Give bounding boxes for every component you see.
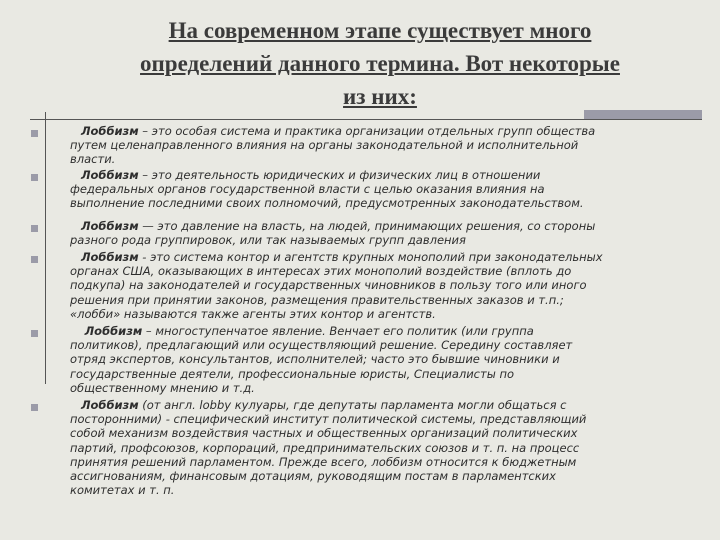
item-line: общественному мнению и т.д. <box>70 380 255 395</box>
item-text: — это давление на власть, на людей, принимающих решения, со стороны <box>138 219 596 233</box>
item-line: отряд экспертов, консультантов, исполнителей; часто это бывшие чиновники и <box>70 352 560 367</box>
item-line: принятия решений парламентом. Прежде всего, лоббизм относится к бюджетным <box>70 454 577 469</box>
item-text: – это деятельность юридических и физических лиц в отношении <box>138 168 541 182</box>
item-term: Лоббизм <box>80 250 139 264</box>
bullet-square-icon <box>31 130 38 137</box>
item-line: собой механизм воздействия частных и общественных организаций политических <box>70 426 578 441</box>
title-line: из них: <box>343 84 417 109</box>
bullet-square-icon <box>31 174 38 181</box>
item-line: органах США, оказывающих в интересах этих монополий воздействие (вплоть до <box>70 264 572 279</box>
item-line <box>70 124 710 138</box>
list-item <box>70 219 710 247</box>
bullet-square-icon <box>31 256 38 263</box>
item-term: Лоббизм <box>80 168 139 182</box>
item-line: выполнение последними своих полномочий, предусмотренных законодательством. <box>70 196 584 211</box>
title-line: На современном этапе существует много <box>168 18 592 43</box>
item-text: – это особая система и практика организации отдельных групп общества <box>138 124 596 138</box>
item-line <box>70 168 710 182</box>
item-line: партий, профсоюзов, корпораций, предпринимательских союзов и т. п. на процесс <box>70 440 580 455</box>
item-line: решения при принятии законов, размещения правительственных заказов и т.п.; <box>70 292 564 307</box>
item-line: государственные деятели, профессиональные юристы, Специалисты по <box>70 366 514 381</box>
item-text: (от англ. lobby кулуары, где депутаты парламента могли общаться с <box>138 398 567 412</box>
item-line: комитетах и т. п. <box>70 483 175 498</box>
bullet-square-icon <box>31 330 38 337</box>
item-line: власти. <box>70 152 116 167</box>
item-line: посторонними) - специфический институт политической системы, представляющий <box>70 412 587 427</box>
item-line: политиков), предлагающий или осуществляющий решение. Середину составляет <box>70 338 573 353</box>
list-item <box>70 324 710 395</box>
list-item <box>70 168 710 211</box>
bullet-square-icon <box>31 225 38 232</box>
item-text: – многоступенчатое явление. Венчает его политик (или группа <box>142 324 534 338</box>
item-term: Лоббизм <box>84 324 143 338</box>
item-line: ассигнованиям, финансовым дотациям, руководящим постам в парламентских <box>70 469 556 484</box>
item-line <box>70 250 710 264</box>
item-line: «лобби» называются также агенты этих контор и агентств. <box>70 306 436 321</box>
item-line: путем целенаправленного влияния на органы законодательной и исполнительной <box>70 138 579 153</box>
item-line <box>70 398 710 412</box>
item-line: подкупа) на законодателей и государственных чиновников в пользу того или иного <box>70 278 587 293</box>
item-term: Лоббизм <box>80 124 139 138</box>
item-term: Лоббизм <box>80 398 139 412</box>
bullet-square-icon <box>31 404 38 411</box>
list-item <box>70 124 710 167</box>
item-term: Лоббизм <box>80 219 139 233</box>
list-item <box>70 250 710 321</box>
item-line: федеральных органов государственной власти с целью оказания влияния на <box>70 182 545 197</box>
item-line <box>70 219 710 233</box>
item-line: разного рода группировок, или так называемых групп давления <box>70 233 466 248</box>
item-line <box>70 324 710 338</box>
item-text: - это система контор и агентств крупных монополий при законодательных <box>138 250 603 264</box>
title-line: определений данного термина. Вот некоторые <box>140 51 620 76</box>
list-item <box>70 398 710 497</box>
